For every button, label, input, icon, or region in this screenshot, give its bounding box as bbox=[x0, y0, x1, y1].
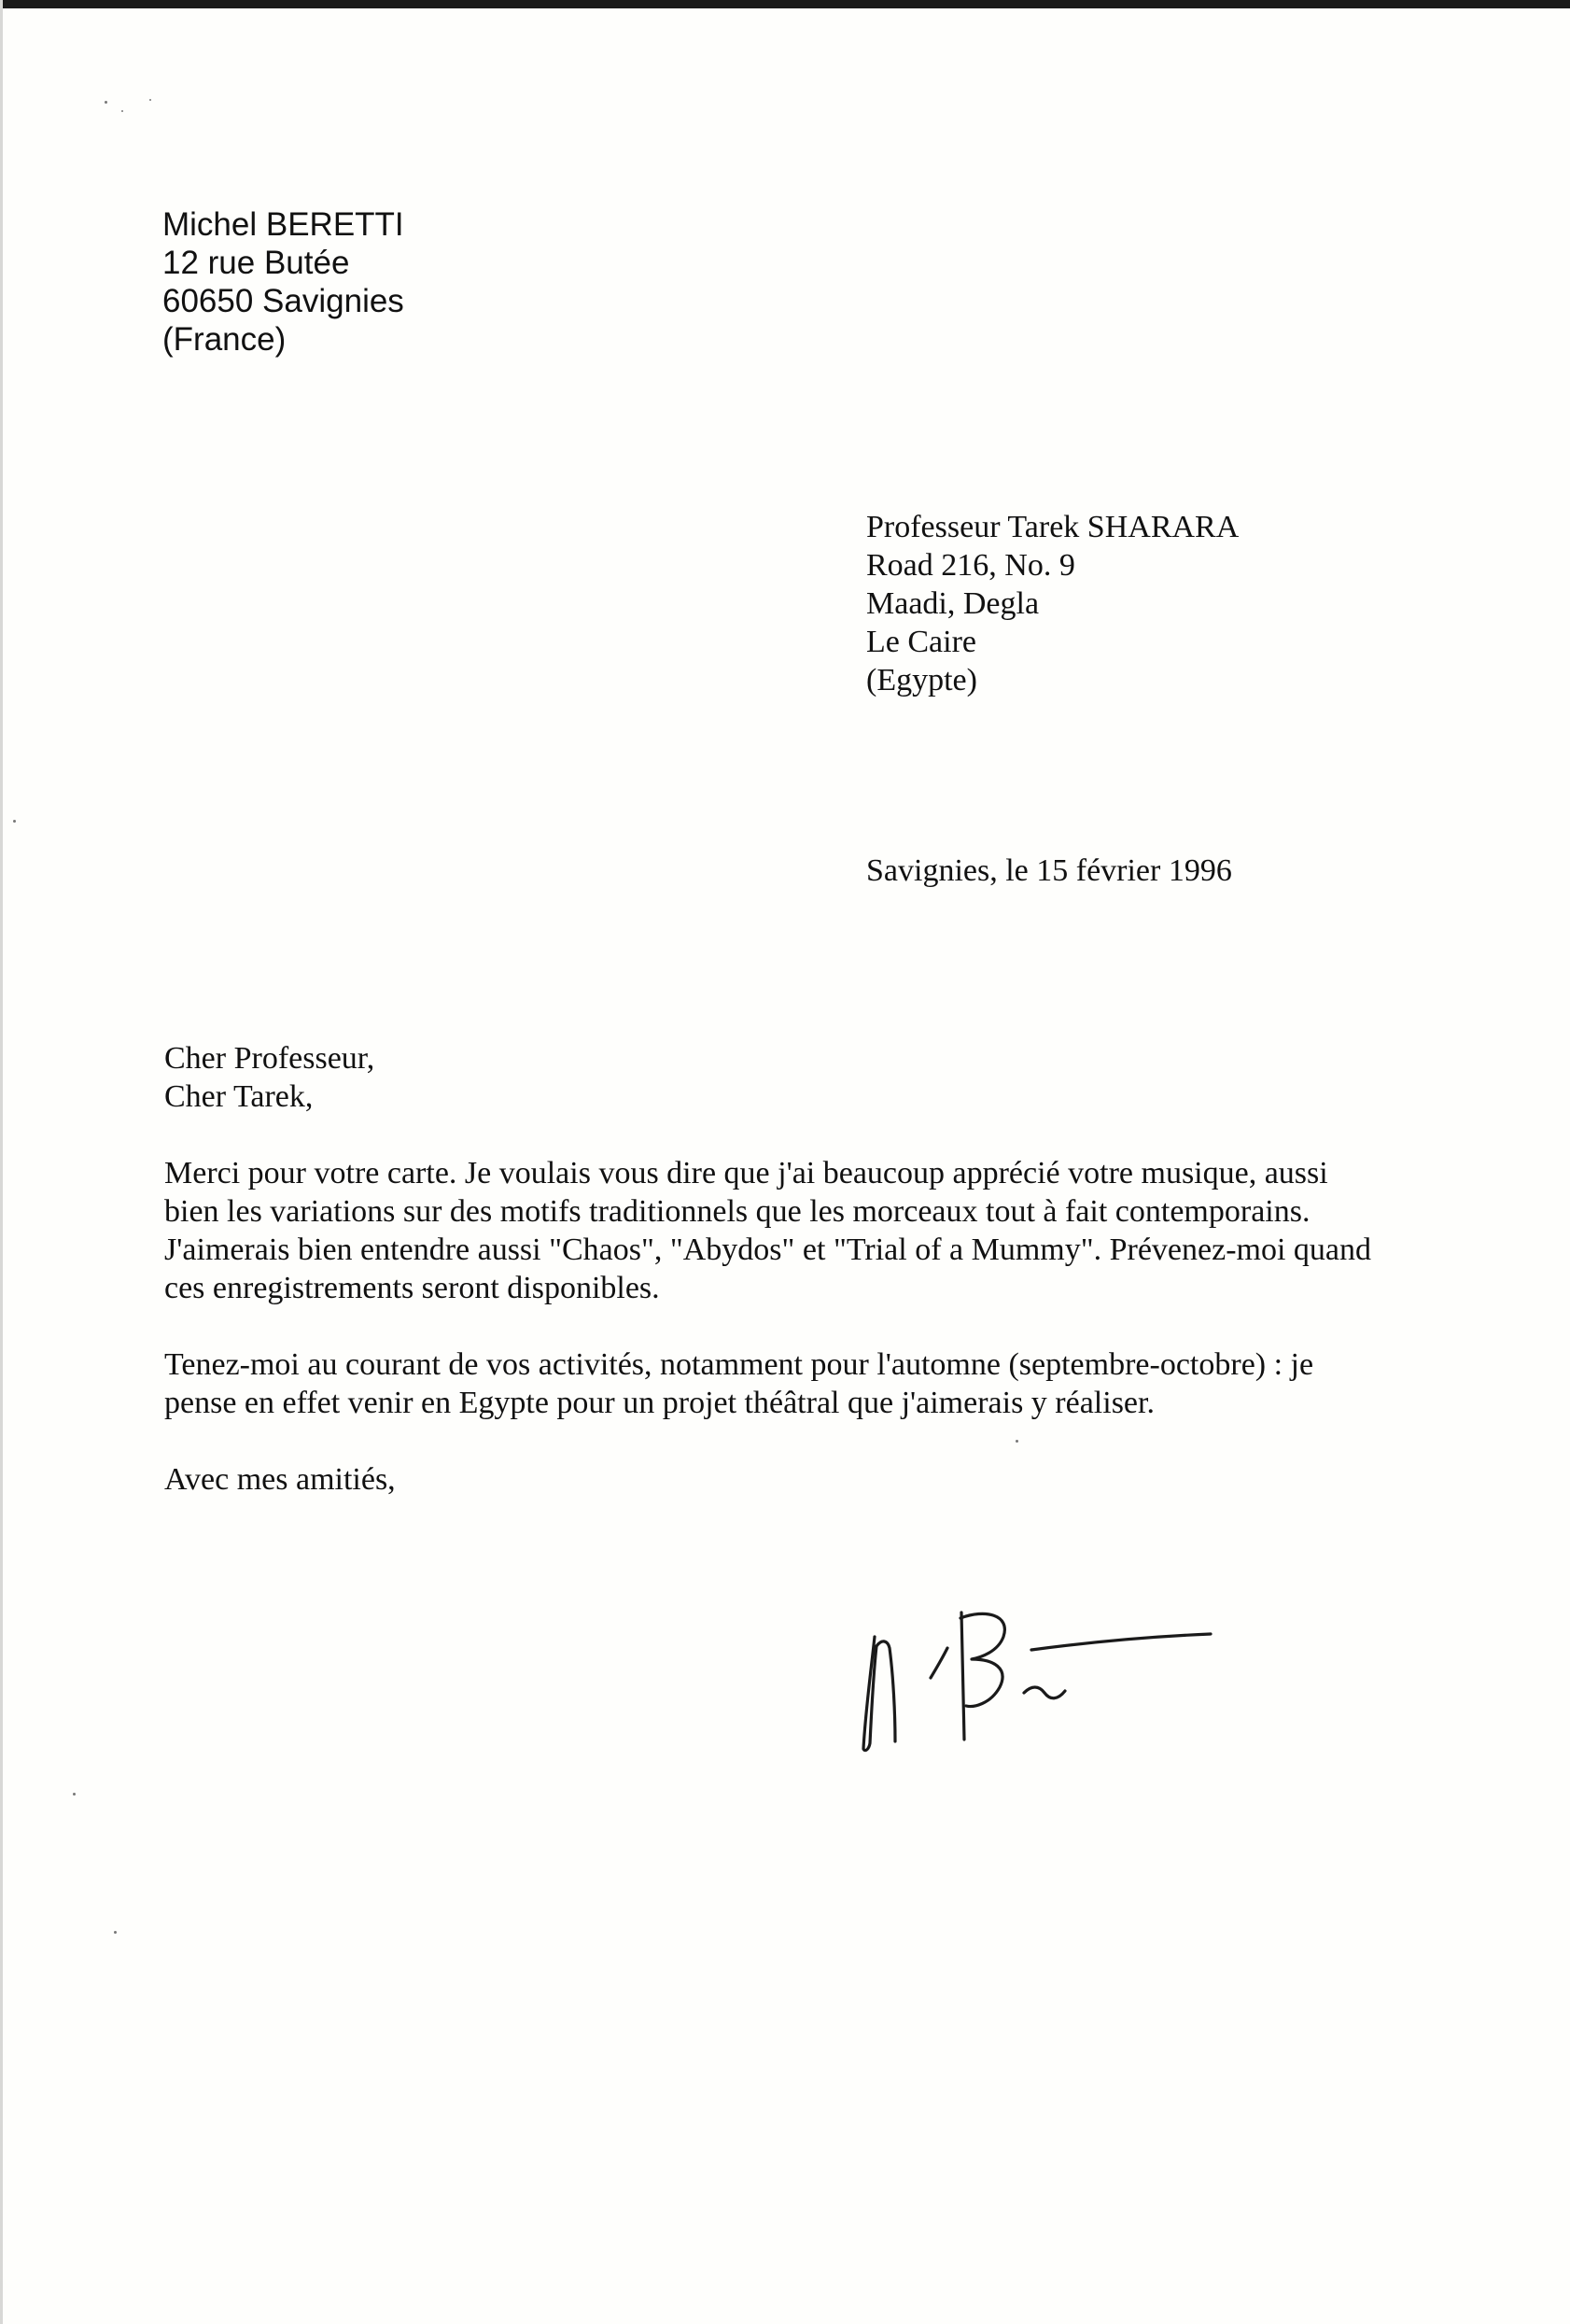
sender-street: 12 rue Butée bbox=[162, 245, 350, 281]
scan-top-edge bbox=[0, 0, 1570, 8]
paragraph-line: ces enregistrements seront disponibles. bbox=[164, 1271, 660, 1305]
recipient-city: Le Caire bbox=[866, 625, 976, 659]
paragraph-line: Merci pour votre carte. Je voulais vous dire que j'ai beaucoup apprécié votre musique, aussi bbox=[164, 1156, 1328, 1190]
recipient-street: Road 216, No. 9 bbox=[866, 548, 1075, 583]
paragraph-gap bbox=[164, 1307, 1434, 1345]
scan-speck bbox=[114, 1931, 117, 1934]
scan-speck bbox=[73, 1793, 76, 1796]
handwritten-signature-icon bbox=[845, 1583, 1255, 1760]
paragraph-line: pense en effet venir en Egypte pour un projet théâtral que j'aimerais y réaliser. bbox=[164, 1386, 1155, 1420]
paragraph-gap bbox=[164, 1422, 1434, 1460]
scan-speck bbox=[149, 99, 151, 101]
sender-city: 60650 Savignies bbox=[162, 283, 404, 319]
sender-name: Michel BERETTI bbox=[162, 206, 404, 243]
paragraph-line: Tenez-moi au courant de vos activités, notamment pour l'automne (septembre-octobre) : je bbox=[164, 1347, 1314, 1382]
recipient-district: Maadi, Degla bbox=[866, 586, 1040, 621]
paragraph-line: bien les variations sur des motifs traditionnels que les morceaux tout à fait contemporains. bbox=[164, 1194, 1311, 1229]
scan-speck bbox=[13, 820, 16, 823]
scan-speck bbox=[121, 110, 123, 112]
sender-country: (France) bbox=[162, 321, 287, 358]
paragraph-line: J'aimerais bien entendre aussi "Chaos", "Abydos" et "Trial of a Mummy". Prévenez-moi quand bbox=[164, 1232, 1372, 1267]
scan-left-edge bbox=[0, 0, 3, 2324]
recipient-address-block bbox=[866, 508, 1239, 699]
paragraph-gap bbox=[164, 1116, 1434, 1154]
sender-address-block bbox=[162, 205, 404, 359]
scan-speck bbox=[105, 101, 107, 104]
recipient-country: (Egypte) bbox=[866, 663, 977, 697]
letter-dateline: Savignies, le 15 février 1996 bbox=[866, 853, 1232, 888]
closing-line: Avec mes amitiés, bbox=[164, 1462, 396, 1497]
salutation-line: Cher Tarek, bbox=[164, 1079, 314, 1114]
salutation-line: Cher Professeur, bbox=[164, 1041, 375, 1076]
letter-body bbox=[164, 1039, 1434, 1499]
recipient-name: Professeur Tarek SHARARA bbox=[866, 510, 1240, 544]
